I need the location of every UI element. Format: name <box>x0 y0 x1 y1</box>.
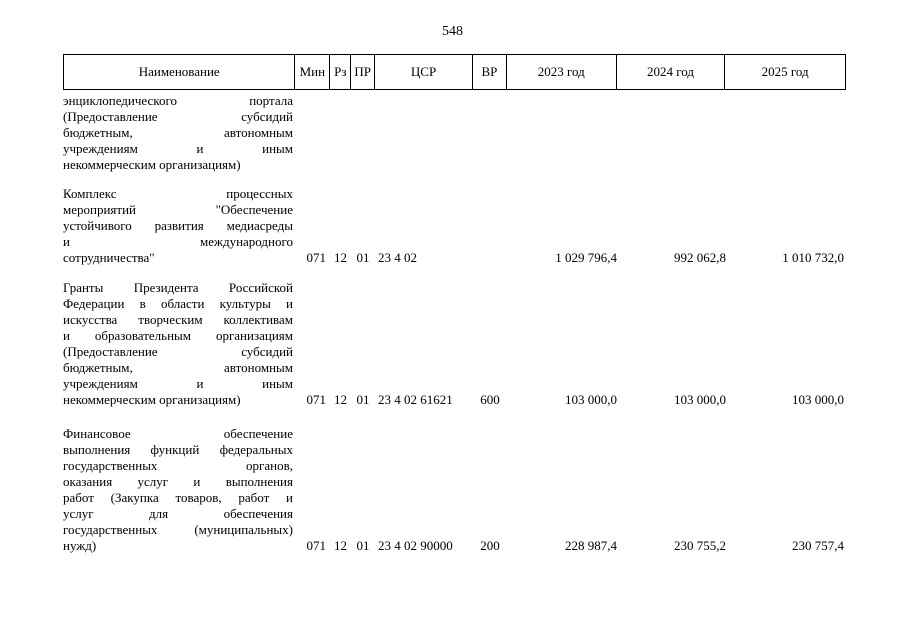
row-name-line: (Предоставление субсидий <box>63 109 293 124</box>
row-2025: 1 010 732,0 <box>782 250 844 265</box>
header-2024: 2024 год <box>617 55 726 89</box>
table-row <box>63 186 846 266</box>
row-name-line: энциклопедического портала <box>63 93 293 108</box>
row-name-line: устойчивого развития медиасреды <box>63 218 293 233</box>
row-2023: 1 029 796,4 <box>555 250 617 265</box>
row-2024: 992 062,8 <box>674 250 726 265</box>
row-name-line: услуг для обеспечения <box>63 506 293 521</box>
row-name <box>63 186 293 266</box>
header-2025: 2025 год <box>761 64 809 79</box>
row-2025: 103 000,0 <box>792 392 844 407</box>
row-csr: 23 4 02 <box>378 250 417 265</box>
header-2023: 2023 год <box>507 55 617 89</box>
row-name-line: и образовательным организациям <box>63 328 293 343</box>
row-min: 071 <box>306 392 326 407</box>
table-row <box>63 426 846 554</box>
page-number: 548 <box>442 24 463 39</box>
row-name-line: сотрудничества" <box>63 250 155 265</box>
row-name <box>63 93 293 173</box>
row-2023: 103 000,0 <box>565 392 617 407</box>
row-name-line: учреждениям и иным <box>63 376 293 391</box>
row-csr: 23 4 02 61621 <box>378 392 453 407</box>
row-name-line: (Предоставление субсидий <box>63 344 293 359</box>
row-csr: 23 4 02 90000 <box>378 538 453 553</box>
row-name <box>63 426 293 554</box>
row-name-line: некоммерческим организациям) <box>63 392 241 407</box>
row-pr: 01 <box>356 250 370 265</box>
row-2025: 230 757,4 <box>792 538 844 553</box>
table-row <box>63 93 846 173</box>
row-name-line: государственных (муниципальных) <box>63 522 293 537</box>
row-name-line: бюджетным, автономным <box>63 125 293 140</box>
row-name-line: нужд) <box>63 538 97 553</box>
row-name-line: некоммерческим организациям) <box>63 157 241 172</box>
row-rz: 12 <box>334 538 347 553</box>
row-pr: 01 <box>356 538 370 553</box>
row-name-line: учреждениям и иным <box>63 141 293 156</box>
header-vr: ВР <box>473 55 507 89</box>
header-csr: ЦСР <box>375 55 473 89</box>
table-row <box>63 280 846 408</box>
row-name-line: работ (Закупка товаров, работ и <box>63 490 293 505</box>
row-vr: 600 <box>480 392 500 407</box>
row-vr: 200 <box>480 538 500 553</box>
row-name-line: и международного <box>63 234 293 249</box>
row-2024: 230 755,2 <box>674 538 726 553</box>
row-rz: 12 <box>334 250 347 265</box>
row-name-line: Федерации в области культуры и <box>63 296 293 311</box>
row-min: 071 <box>306 250 326 265</box>
header-min: Мин <box>295 55 330 89</box>
table-header <box>63 54 846 90</box>
row-name-line: мероприятий "Обеспечение <box>63 202 293 217</box>
row-2023: 228 987,4 <box>565 538 617 553</box>
row-name-line: Комплекс процессных <box>63 186 293 201</box>
row-2024: 103 000,0 <box>674 392 726 407</box>
row-name-line: искусства творческим коллективам <box>63 312 293 327</box>
row-name-line: выполнения функций федеральных <box>63 442 293 457</box>
row-pr: 01 <box>356 392 370 407</box>
row-rz: 12 <box>334 392 347 407</box>
row-name-line: оказания услуг и выполнения <box>63 474 293 489</box>
header-pr: ПР <box>351 55 375 89</box>
header-name: Наименование <box>64 55 295 89</box>
row-name-line: Финансовое обеспечение <box>63 426 293 441</box>
row-name-line: Гранты Президента Российской <box>63 280 293 295</box>
row-min: 071 <box>306 538 326 553</box>
row-name-line: бюджетным, автономным <box>63 360 293 375</box>
row-name <box>63 280 293 408</box>
row-name-line: государственных органов, <box>63 458 293 473</box>
header-rz: Рз <box>330 55 351 89</box>
